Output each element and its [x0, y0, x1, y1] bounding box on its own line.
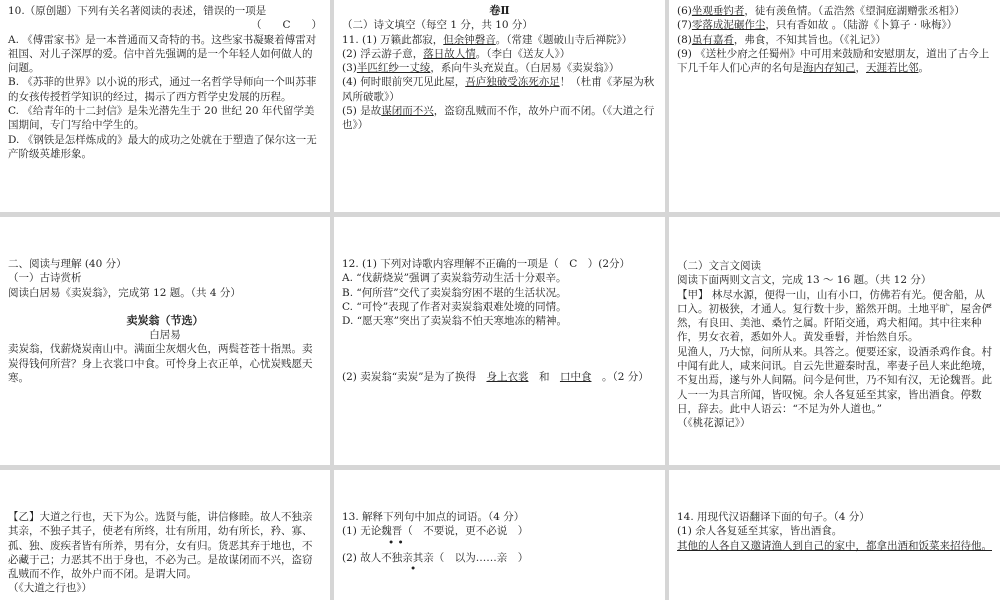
poem-author: 白居易 [149, 329, 181, 342]
q10-answer-paren: （ C ） [250, 19, 322, 32]
emphasis-dot: • [397, 536, 404, 549]
panel-question-10 [0, 0, 330, 212]
q13-item-2: (2) 故人不独亲其亲（ 以为……亲 ） [342, 551, 529, 564]
fill-answer: 谋闭而不兴 [381, 105, 434, 118]
section-heading: （二）诗文填空（每空 1 分，共 10 分） [342, 19, 533, 32]
fill-text: (4) 何时眼前突兀见此屋， [342, 76, 466, 89]
q10-option-b: B. 《苏菲的世界》以小说的形式，通过一名哲学导师向一个叫苏菲的女孩传授哲学知识的经过，揭示了西方哲学史发展的历程。 [8, 76, 317, 103]
fill-answer: 坐观垂钓者 [691, 5, 745, 17]
fill-answer: 海内存知己 [803, 62, 856, 75]
fill-item-9 [677, 47, 992, 76]
q12-option-b: B. “何所营”交代了卖炭翁穷困不堪的生活状况。 [342, 286, 567, 299]
fill-item-3 [342, 61, 657, 75]
fill-answer: 身上衣裳 [486, 371, 529, 384]
fill-item-2 [342, 47, 657, 61]
panel-question-12 [334, 217, 665, 465]
fill-answer: 天涯若比邻 [866, 62, 919, 75]
fill-text: 11. (1) 万籁此都寂， [342, 33, 444, 46]
fill-text: (9) 《送杜少府之任蜀州》中可用来鼓励和安慰朋友，道出了古今上下几千年人们心声的名句是 [677, 47, 990, 75]
instruction: 阅读白居易《卖炭翁》，完成第 12 题。（共 4 分） [8, 286, 241, 299]
fill-text: (7) [677, 19, 692, 32]
sub-heading: （二）文言文阅读 [677, 260, 761, 272]
fill-text: ，只有香如故 。（陆游《卜算子 · 咏梅》） [765, 19, 958, 32]
fill-text: (5) 是故 [342, 105, 382, 118]
q10-option-c: C. 《给青年的十二封信》是朱光潜先生于 20 世纪 20 年代留学美国期间，专门写给中学生的。 [8, 105, 315, 132]
q12-option-d: D. “愿天寒”突出了卖炭翁不怕天寒地冻的精神。 [342, 315, 567, 328]
q10-title: 10.（原创题）下列有关名著阅读的表述，错误的一项是 [8, 5, 267, 17]
q12-option-c: C. “可怜”表现了作者对卖炭翁艰难处境的同情。 [342, 300, 567, 313]
fill-text: 和 [538, 371, 550, 384]
fill-item-5 [342, 104, 657, 133]
passage-source: （《大道之行也》） [8, 582, 92, 595]
fill-answer: 半匹红纱一丈绫 [356, 62, 431, 75]
fill-text: ！（杜甫《茅屋为秋风所破歌》） [342, 76, 655, 103]
section-heading: 二、阅读与理解 (40 分） [8, 258, 127, 270]
q12-option-a: A. “伐薪烧炭”强调了卖炭翁劳动生活十分艰辛。 [342, 272, 567, 285]
fill-text: ， [855, 62, 866, 75]
emphasis-dots [342, 536, 657, 549]
q14-sentence-1: (1) 余人各复延至其家，皆出酒食。 [677, 525, 843, 538]
fill-text: ，盗窃乱贼而不作，故外户而不闭。（《大道之行也》） [342, 105, 655, 132]
emphasis-dot: • [410, 562, 417, 575]
emphasis-dots [342, 562, 657, 575]
q12-part2 [342, 370, 657, 384]
fill-item-7 [677, 18, 992, 32]
poem-body: 卖炭翁，伐薪烧炭南山中。满面尘灰烟火色，两鬓苍苍十指黑。卖炭得钱何所营？身上衣裳口中食。可怜身上衣正单，心忧炭贱愿天寒。 [8, 343, 313, 385]
q13-title: 13. 解释下列句中加点的词语。（4 分） [342, 511, 525, 523]
fill-text: 。（2 分） [601, 371, 649, 384]
panel-question-14 [669, 470, 1000, 600]
fill-answer: 零落成泥碾作尘 [691, 19, 766, 32]
volume-title: 卷Ⅱ [489, 4, 510, 17]
panel-question-13 [334, 470, 665, 600]
instruction: 阅读下面两则文言文，完成 13 ～ 16 题。（共 12 分） [677, 274, 932, 287]
q10-option-d: D. 《钢铁是怎样炼成的》最大的成功之处就在于塑造了保尔这一无产阶级英雄形象。 [8, 133, 317, 160]
fill-text: ，系向牛头充炭直。（白居易《卖炭翁》） [430, 62, 620, 75]
q10-option-a: A. 《傅雷家书》是一本普通而又奇特的书。这些家书凝聚着傅雷对祖国、对儿子深厚的爱。信中首先强调的是一个年轻人如何做人的问题。 [8, 33, 317, 75]
passage-yi: 【乙】大道之行也，天下为公。选贤与能，讲信修睦。故人不独亲其亲，不独子其子，使老有所终，壮有所用，幼有所长，矜、寡、孤、独、废疾者皆有所养，男有分，女有归。货恶其弃于地也，不必藏于己；力恶其不出于身也，不必为己。是故谋闭而不兴，盗窃乱贼而不作，故外户而不闭。是谓大同。 [8, 511, 313, 581]
panel-poetry-fill-2 [669, 0, 1000, 212]
fill-item-4 [342, 75, 657, 104]
q13-item-1: (1) 无论魏晋（ 不要说，更不必说 ） [342, 525, 529, 538]
poem-title: 卖炭翁（节选） [126, 313, 204, 327]
fill-text: (2) 卖炭翁“卖炭”是为了换得 [342, 371, 476, 384]
q14-answer: 其他的人各自又邀请渔人到自己的家中，都拿出酒和饭菜来招待他。 [677, 539, 992, 552]
fill-answer: 口中食 [559, 371, 592, 384]
fill-text: (2) 浮云游子意， [342, 47, 424, 60]
fill-item-1 [342, 33, 657, 47]
panel-passage-yi [0, 470, 330, 600]
passage-jia: 【甲】 林尽水源，便得一山，山有小口，仿佛若有光。便舍船，从口入。初极狭，才通人。复行数十步，豁然开朗。土地平旷，屋舍俨然，有良田、美池、桑竹之属。阡陌交通，鸡犬相闻。其中往来种作，男女衣着，悉如外人。黄发垂髫，并怡然自乐。 [677, 288, 992, 344]
fill-text: ，徒有羡鱼情。（孟浩然《望洞庭湖赠张丞相》） [744, 5, 965, 17]
fill-text: 。（常建《题破山寺后禅院》） [495, 33, 633, 46]
q12-title: 12. (1) 下列对诗歌内容理解不正确的一项是（ C ）(2分） [342, 258, 631, 270]
fill-text: (6) [677, 5, 692, 17]
panel-classical-reading [669, 217, 1000, 465]
panel-poem-reading [0, 217, 330, 465]
fill-item-8 [677, 33, 992, 47]
fill-text: 。（李白《送友人》） [475, 47, 571, 60]
fill-text: (3) [342, 62, 357, 75]
fill-answer: 虽有嘉肴 [691, 33, 734, 46]
fill-text: 。 [918, 62, 929, 75]
sub-heading: （一）古诗赏析 [8, 272, 82, 285]
panel-poetry-fill-1 [334, 0, 665, 212]
passage-jia-cont: 见渔人，乃大惊，问所从来。具答之。便要还家，设酒杀鸡作食。村中闻有此人，咸来问讯。自云先世避秦时乱，率妻子邑人来此绝境，不复出焉，遂与外人间隔。问今是何世，乃不知有汉，无论魏晋。此人一一为具言所闻，皆叹惋。余人各复延至其家，皆出酒食。停数日，辞去。此中人语云：“不足为外人道也。” [677, 345, 992, 415]
fill-answer: 吾庐独破受冻死亦足 [465, 76, 560, 89]
fill-text: ，弗食，不知其旨也。（《礼记》） [733, 33, 887, 46]
q14-title: 14. 用现代汉语翻译下面的句子。（4 分） [677, 511, 870, 523]
fill-item-6 [677, 4, 992, 18]
fill-answer: 但余钟磬音 [443, 33, 496, 46]
fill-text: (8) [677, 33, 692, 46]
passage-source: （《桃花源记》） [677, 417, 751, 430]
fill-answer: 落日故人情 [423, 47, 476, 60]
emphasis-dot: • [388, 536, 395, 549]
